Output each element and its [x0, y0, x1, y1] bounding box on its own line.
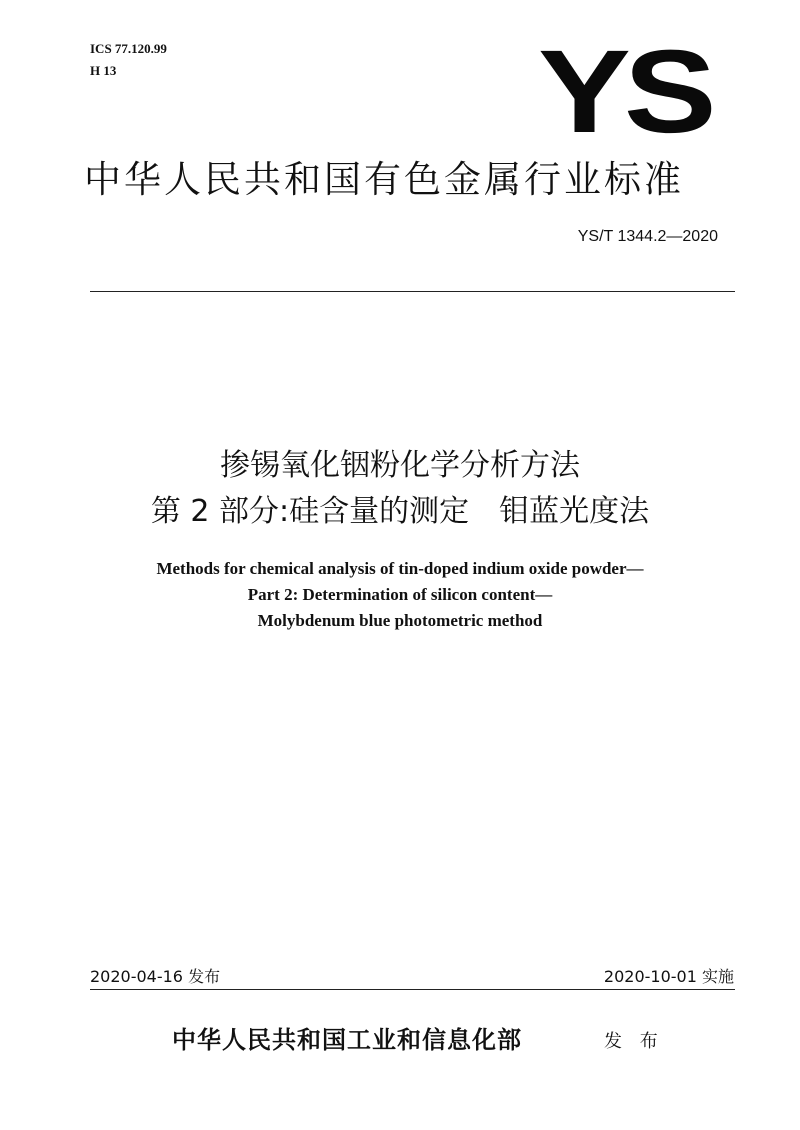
english-title-line-3: Molybdenum blue photometric method — [257, 611, 543, 630]
issuing-authority: 中华人民共和国工业和信息化部 — [172, 1025, 522, 1054]
standard-number: YS/T 1344.2—2020 — [577, 228, 718, 245]
chinese-title-line-2: 第 2 部分:硅含量的测定 钼蓝光度法 — [150, 494, 650, 529]
implementation-date: 2020-10-01 实施 — [603, 967, 734, 986]
ics-code: ICS 77.120.99 — [90, 41, 167, 56]
footer-divider — [90, 989, 735, 990]
ccs-code: H 13 — [90, 63, 117, 78]
chinese-title-line-1: 掺锡氧化铟粉化学分析方法 — [220, 448, 580, 483]
english-title-line-2: Part 2: Determination of silicon content— — [247, 585, 553, 604]
ys-logo: YS — [538, 26, 710, 158]
standard-category-title: 中华人民共和国有色金属行业标准 — [84, 158, 684, 201]
header-divider — [90, 291, 735, 292]
issuer-action-label: 发 布 — [604, 1031, 664, 1052]
issue-date: 2020-04-16 发布 — [90, 967, 221, 986]
english-title-line-1: Methods for chemical analysis of tin-doped indium oxide powder— — [156, 559, 644, 578]
